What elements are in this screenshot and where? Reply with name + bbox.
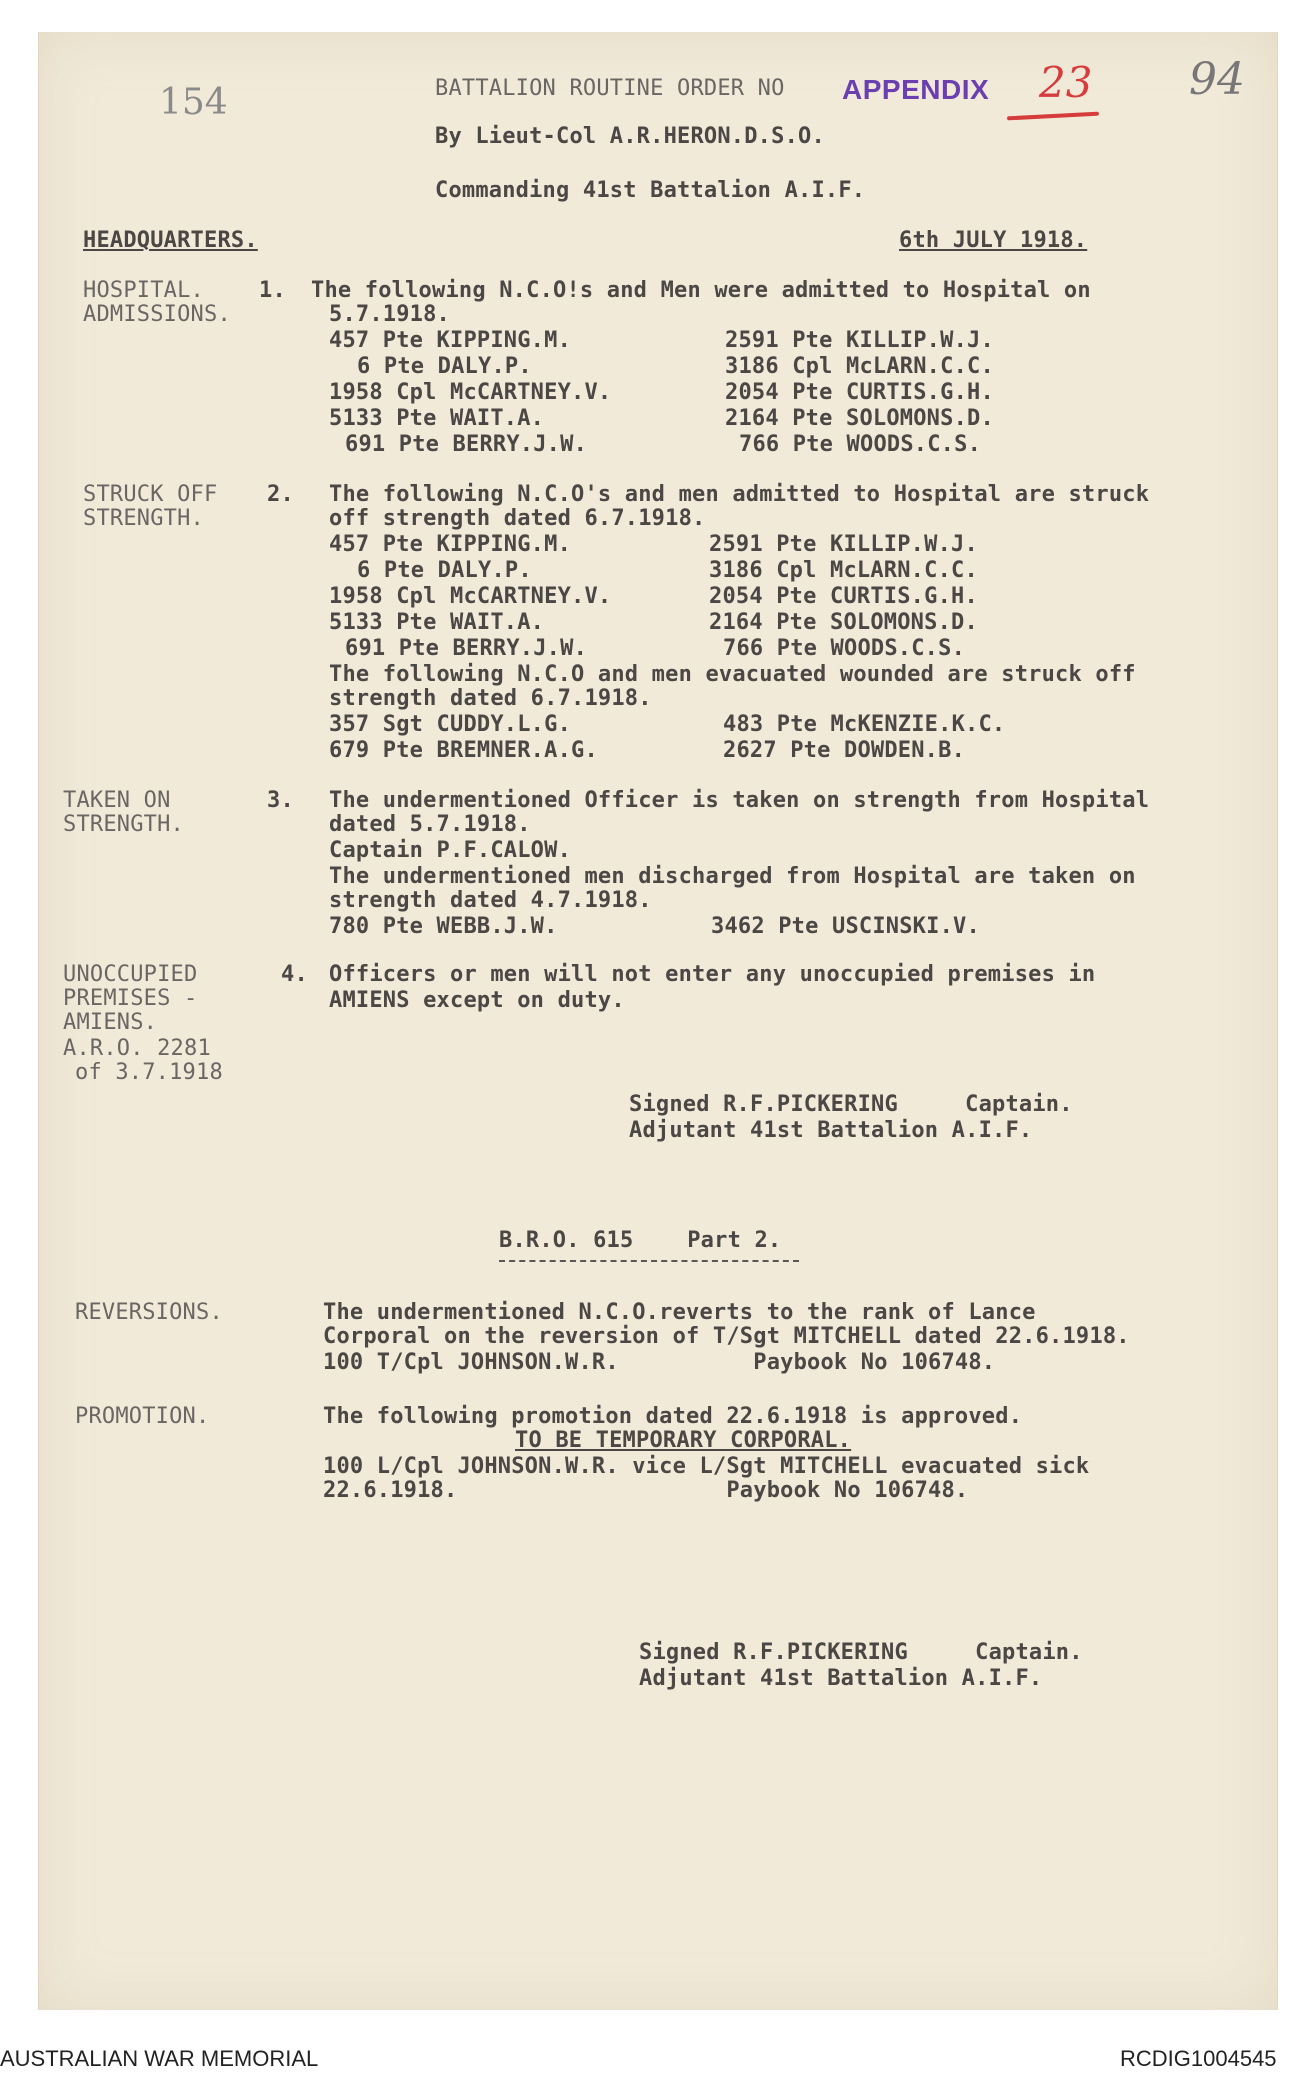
text-line: The following N.C.O and men evacuated wounded are struck off (329, 662, 1136, 687)
text-line: The undermentioned Officer is taken on strength from Hospital (329, 788, 1150, 813)
margin-label: TAKEN ON (63, 788, 171, 813)
folio-number: 94 (1189, 54, 1245, 105)
name-entry: 2054 Pte CURTIS.G.H. (725, 380, 994, 405)
text-line: The undermentioned N.C.O.reverts to the rank of Lance (323, 1300, 1036, 1325)
text-line: off strength dated 6.7.1918. (329, 506, 706, 531)
text-line: 100 T/Cpl JOHNSON.W.R. Paybook No 106748. (323, 1350, 996, 1375)
margin-label: of 3.7.1918 (75, 1060, 223, 1085)
text-line: dated 5.7.1918. (329, 812, 531, 837)
margin-label: REVERSIONS. (75, 1300, 223, 1325)
appendix-number: 23 (1039, 58, 1093, 107)
text-line: The undermentioned men discharged from Hospital are taken on (329, 864, 1136, 889)
margin-label: HOSPITAL. (83, 278, 205, 303)
margin-label: A.R.O. 2281 (63, 1036, 211, 1061)
document-sheet (38, 32, 1278, 2010)
signature-line: Signed R.F.PICKERING Captain. (639, 1640, 1083, 1665)
name-entry: 6 Pte DALY.P. (357, 558, 532, 583)
text-line: The following promotion dated 22.6.1918 is approved. (323, 1404, 1023, 1429)
name-entry: 2054 Pte CURTIS.G.H. (709, 584, 978, 609)
footer-id: RCDIG1004545 (1120, 2046, 1277, 2071)
signature-line: Signed R.F.PICKERING Captain. (629, 1092, 1073, 1117)
signature-title: Adjutant 41st Battalion A.I.F. (629, 1118, 1033, 1143)
paragraph-number: 1. (259, 278, 286, 303)
footer-source: AUSTRALIAN WAR MEMORIAL (0, 2046, 319, 2071)
paragraph-number: 3. (267, 788, 294, 813)
name-entry: 679 Pte BREMNER.A.G. (329, 738, 598, 763)
name-entry: 2164 Pte SOLOMONS.D. (725, 406, 994, 431)
margin-label: AMIENS. (63, 1010, 158, 1035)
name-entry: 2164 Pte SOLOMONS.D. (709, 610, 978, 635)
page-number: 154 (159, 82, 228, 123)
name-entry: 457 Pte KIPPING.M. (329, 532, 572, 557)
text-line: strength dated 4.7.1918. (329, 888, 652, 913)
name-entry: 766 Pte WOODS.C.S. (739, 432, 982, 457)
margin-label: UNOCCUPIED (63, 962, 198, 987)
margin-label: PREMISES - (63, 986, 198, 1011)
commanding-line: Commanding 41st Battalion A.I.F. (435, 178, 866, 203)
order-date: 6th JULY 1918. (899, 228, 1088, 253)
text-line: AMIENS except on duty. (329, 988, 625, 1013)
order-title: BATTALION ROUTINE ORDER NO (435, 76, 785, 101)
text-line: The following N.C.O!s and Men were admitted to Hospital on (311, 278, 1091, 303)
name-entry: 3462 Pte USCINSKI.V. (711, 914, 980, 939)
name-entry: 2591 Pte KILLIP.W.J. (709, 532, 978, 557)
text-line: The following N.C.O's and men admitted to Hospital are struck (329, 482, 1150, 507)
name-entry: 2627 Pte DOWDEN.B. (723, 738, 966, 763)
text-line: strength dated 6.7.1918. (329, 686, 652, 711)
text-line: Captain P.F.CALOW. (329, 838, 572, 863)
name-entry: 357 Sgt CUDDY.L.G. (329, 712, 572, 737)
promotion-heading: TO BE TEMPORARY CORPORAL. (515, 1428, 852, 1453)
name-entry: 780 Pte WEBB.J.W. (329, 914, 558, 939)
text-line: 5.7.1918. (329, 302, 451, 327)
paragraph-number: 2. (267, 482, 294, 507)
name-entry: 691 Pte BERRY.J.W. (345, 432, 588, 457)
part2-title: B.R.O. 615 Part 2. (499, 1228, 782, 1253)
text-line: 22.6.1918. Paybook No 106748. (323, 1478, 969, 1503)
name-entry: 1958 Cpl McCARTNEY.V. (329, 584, 612, 609)
name-entry: 691 Pte BERRY.J.W. (345, 636, 588, 661)
appendix-stamp: APPENDIX (842, 74, 990, 105)
margin-label: STRUCK OFF (83, 482, 218, 507)
name-entry: 6 Pte DALY.P. (357, 354, 532, 379)
text-line: 100 L/Cpl JOHNSON.W.R. vice L/Sgt MITCHELL evacuated sick (323, 1454, 1090, 1479)
signature-title: Adjutant 41st Battalion A.I.F. (639, 1666, 1043, 1691)
appendix-underline (1007, 112, 1099, 121)
margin-label: ADMISSIONS. (83, 302, 231, 327)
margin-label: PROMOTION. (75, 1404, 210, 1429)
margin-label: STRENGTH. (83, 506, 205, 531)
name-entry: 3186 Cpl McLARN.C.C. (709, 558, 978, 583)
name-entry: 5133 Pte WAIT.A. (329, 610, 545, 635)
paragraph-number: 4. (281, 962, 308, 987)
text-line: Corporal on the reversion of T/Sgt MITCHELL dated 22.6.1918. (323, 1324, 1130, 1349)
name-entry: 3186 Cpl McLARN.C.C. (725, 354, 994, 379)
part2-rule (499, 1260, 799, 1262)
text-line: Officers or men will not enter any unoccupied premises in (329, 962, 1096, 987)
name-entry: 483 Pte McKENZIE.K.C. (723, 712, 1006, 737)
name-entry: 2591 Pte KILLIP.W.J. (725, 328, 994, 353)
name-entry: 5133 Pte WAIT.A. (329, 406, 545, 431)
by-line: By Lieut-Col A.R.HERON.D.S.O. (435, 124, 825, 149)
location-heading: HEADQUARTERS. (83, 228, 258, 253)
name-entry: 1958 Cpl McCARTNEY.V. (329, 380, 612, 405)
margin-label: STRENGTH. (63, 812, 185, 837)
name-entry: 766 Pte WOODS.C.S. (723, 636, 966, 661)
name-entry: 457 Pte KIPPING.M. (329, 328, 572, 353)
